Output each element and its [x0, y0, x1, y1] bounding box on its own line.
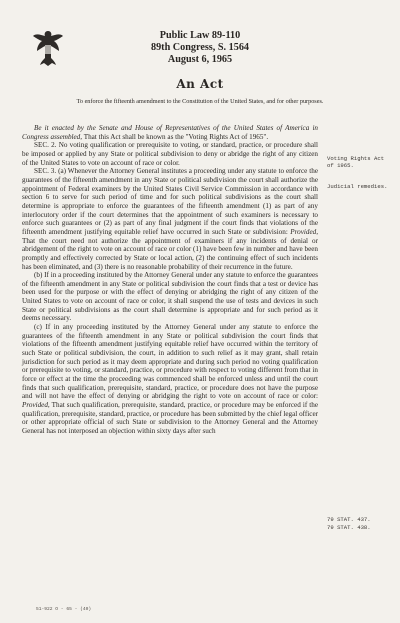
- law-header: [100, 30, 300, 66]
- enacting-clause-italic: Be it enacted by the Senate and House of Representatives of the United States of America in Congress assembled,: [22, 124, 318, 141]
- margin-note-stat-437: 79 STAT. 437.: [327, 516, 371, 523]
- print-code: 51-922 O - 65 - (40): [36, 607, 92, 612]
- enacting-clause: [22, 124, 318, 141]
- margin-note-stat-438: 79 STAT. 438.: [327, 524, 371, 531]
- section-3c-text: (c) If in any proceeding instituted by the Attorney General under any statute to enforce the guarantees of the fifteenth amendment in any State or political subdivision the court finds that violations of the fifteenth amendment justifying equitable relief have occurred within the territory of such State or political subdivision, the court, in addition to such relief as it may grant, shall retain jurisdiction for such period as it may deem appropriate and during such period no voting qualification or prerequisite to voting, or standard, practice, or procedure with respect to voting different from that in force or effect at the time the proceeding was commenced shall be enforced unless and until the court finds that such qualification, prerequisite, standard, practice, or procedure does not have the purpose and will not have the effect of denying or abridging the right to vote on account of race or color:: [22, 323, 318, 401]
- section-3a-proviso: Provided,: [290, 227, 318, 236]
- margin-note-voting-rights: Voting Rights Act of 1965.: [327, 155, 385, 169]
- act-purpose: To enforce the fifteenth amendment to the Constitution of the United States, and for other purposes.: [76, 98, 324, 105]
- act-title: An Act: [176, 77, 224, 91]
- public-law-number: Public Law 89-110: [159, 30, 241, 41]
- section-2: SEC. 2. No voting qualification or prerequisite to voting, or standard, practice, or procedure shall be imposed or applied by any State or political subdivision to deny or abridge the right of any citizen of the United States to vote on account of race or color.: [22, 141, 318, 167]
- section-3c-text-cont: That such qualification, prerequisite, standard, practice, or procedure may be enforced if the qualification, prerequisite, standard, practice, or procedure has been submitted by the chief legal officer or other appropriate official of such State or subdivision to the Attorney General and the Attorney General has not interposed an objection within sixty days after such: [22, 401, 318, 435]
- margin-note-judicial: Judicial remedies.: [327, 183, 388, 190]
- section-3c: [22, 323, 318, 436]
- section-3a-text: SEC. 3. (a) Whenever the Attorney General institutes a proceeding under any statute to enforce the guarantees of the fifteenth amendment in any State or political subdivision the court shall authorize the appointment of Federal examiners by the United States Civil Service Commission in accordance with section 6 to serve for such period of time and for such political subdivisions as the court shall determine is appropriate to enforce the guarantees of the fifteenth amendment (1) as part of any interlocutory order if the court determines that the appointment of such examiners is necessary to enforce such guarantees or (2) as part of any final judgment if the court finds that violations of the fifteenth amendment justifying equitable relief have occurred in such State or subdivision:: [22, 167, 318, 236]
- section-3b: (b) If in a proceeding instituted by the Attorney General under any statute to enforce the guarantees of the fifteenth amendment in any State or political subdivision the court finds that a test or device has been used for the purpose or with the effect of denying or abridging the right of any citizen of the United States to vote on account of race or color, it shall suspend the use of tests and devices in such State or political subdivisions as the court shall determine is appropriate and for such period as it deems necessary.: [22, 271, 318, 323]
- enactment-date: August 6, 1965: [167, 54, 233, 65]
- congress-bill: 89th Congress, S. 1564: [150, 42, 250, 53]
- section-3c-proviso: Provided,: [22, 401, 50, 409]
- enacting-clause-text: That this Act shall be known as the "Voting Rights Act of 1965".: [82, 132, 269, 141]
- act-body: [22, 124, 318, 436]
- section-3a-text-cont: That the court need not authorize the appointment of examiners if any incidents of denial or abridgement of the right to vote on account of race or color (1) have been few in number and have been promptly and effectively corrected by State or local action, (2) the continuing effect of such incidents has been eliminated, and (3) there is no reasonable probability of their recurrence in the future.: [22, 236, 318, 271]
- eagle-seal-icon: [31, 27, 65, 67]
- section-3a: [22, 167, 318, 271]
